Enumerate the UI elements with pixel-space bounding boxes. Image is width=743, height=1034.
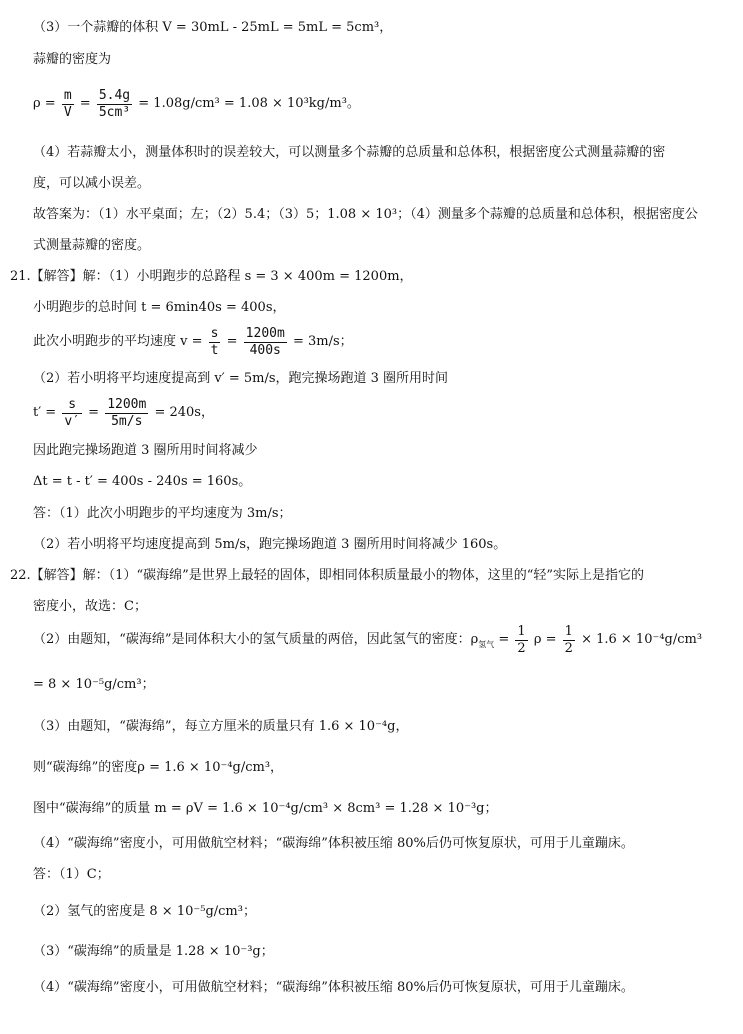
q20-part3-volume: （3）一个蒜瓣的体积 V = 30mL - 25mL = 5mL = 5cm³，	[33, 20, 393, 35]
q22-head: 22.【解答】解：（1）“碳海绵”是世界上最轻的固体，即相同体积质量最小的物体，这里的“轻”实际上是指它的	[10, 568, 645, 583]
q22-part4: （4）“碳海绵”密度小，可用做航空材料；“碳海绵”体积被压缩 80%后仍可恢复原状，可用于儿童蹦床。	[33, 836, 634, 851]
q20-answer-line1: 故答案为：（1）水平桌面；左；（2）5.4；（3）5；1.08 × 10³；（4）测量多个蒜瓣的总质量和总体积，根据密度公	[33, 207, 698, 222]
fraction-time-values: $\frac{1200m}{5m/s}$	[107, 396, 147, 429]
q21-time-formula: t′ = $\frac{s}{v'}$ = $\frac{1200m}{5m/s}$ = 240s，	[33, 396, 214, 429]
q20-density-label: 蒜瓣的密度为	[33, 52, 112, 67]
q20-density-formula: ρ = $\frac{m}{V}$ = $\frac{5.4g}{\text{5cm³}}$ = 1.08g/cm³ = 1.08 × 10³kg/m³。	[33, 84, 360, 124]
q20-part4-line2: 度，可以减小误差。	[33, 176, 151, 191]
q22-answer2: （2）氢气的密度是 8 × 10⁻⁵g/cm³；	[33, 904, 256, 919]
fraction-half-2: $\frac{1}{2}$	[564, 623, 573, 656]
q21-part2: （2）若小明将平均速度提高到 v′ = 5m/s，跑完操场跑道 3 圈所用时间	[33, 371, 449, 386]
q21-total-time: 小明跑步的总时间 t = 6min40s = 400s，	[33, 300, 286, 315]
q21-reduce: 因此跑完操场跑道 3 圈所用时间将减少	[33, 443, 258, 458]
q22-answer1: 答：（1）C；	[33, 867, 110, 882]
q22-part2: （2）由题知，“碳海绵”是同体积大小的氢气质量的两倍，因此氢气的密度：$\rho_{氢气}$ = $\frac{1}{2}$ ρ = $\frac{1}{2}$ × 1.6 × 10⁻⁴g/cm³	[33, 623, 703, 656]
q22-part3: （3）由题知，“碳海绵”，每立方厘米的质量只有 1.6 × 10⁻⁴g，	[33, 719, 409, 734]
q22-answer4: （4）“碳海绵”密度小，可用做航空材料；“碳海绵”体积被压缩 80%后仍可恢复原状，可用于儿童蹦床。	[33, 980, 634, 995]
q22-head-line2: 密度小，故选：C；	[33, 599, 147, 614]
q21-answer1: 答：（1）此次小明跑步的平均速度为 3m/s；	[33, 506, 292, 521]
rho-prefix: ρ =	[33, 96, 56, 111]
q21-answer2: （2）若小明将平均速度提高到 5m/s，跑完操场跑道 3 圈所用时间将减少 160s。	[33, 537, 507, 552]
q20-answer-line2: 式测量蒜瓣的密度。	[33, 238, 151, 253]
q21-speed-formula: 此次小明跑步的平均速度 v = $\frac{s}{t}$ = $\frac{1200m}{400s}$ = 3m/s；	[33, 325, 353, 358]
fraction-values: $\frac{5.4g}{\text{5cm³}}$	[98, 87, 131, 120]
q22-answer3: （3）“碳海绵”的质量是 1.28 × 10⁻³g；	[33, 944, 274, 959]
fraction-m-over-v: $\frac{m}{V}$	[63, 87, 72, 120]
q21-head: 21.【解答】解：（1）小明跑步的总路程 s = 3 × 400m = 1200m，	[10, 269, 413, 284]
q22-part2-result: = 8 × 10⁻⁵g/cm³；	[33, 677, 155, 692]
fraction-s-over-v: $\frac{s}{v'}$	[64, 396, 80, 429]
rho-result: = 1.08g/cm³ = 1.08 × 10³kg/m³。	[138, 96, 360, 111]
fraction-half-1: $\frac{1}{2}$	[517, 623, 526, 656]
q20-part4-line1: （4）若蒜瓣太小，测量体积时的误差较大，可以测量多个蒜瓣的总质量和总体积，根据密度公式测量蒜瓣的密	[33, 145, 666, 160]
q22-part3-density: 则“碳海绵”的密度ρ = 1.6 × 10⁻⁴g/cm³，	[33, 760, 284, 775]
q22-part3-mass: 图中“碳海绵”的质量 m = ρV = 1.6 × 10⁻⁴g/cm³ × 8cm³ = 1.28 × 10⁻³g；	[33, 801, 498, 816]
fraction-speed-values: $\frac{1200m}{400s}$	[245, 325, 285, 358]
q21-delta: Δt = t - t′ = 400s - 240s = 160s。	[33, 474, 252, 489]
fraction-s-over-t: $\frac{s}{t}$	[210, 325, 219, 358]
